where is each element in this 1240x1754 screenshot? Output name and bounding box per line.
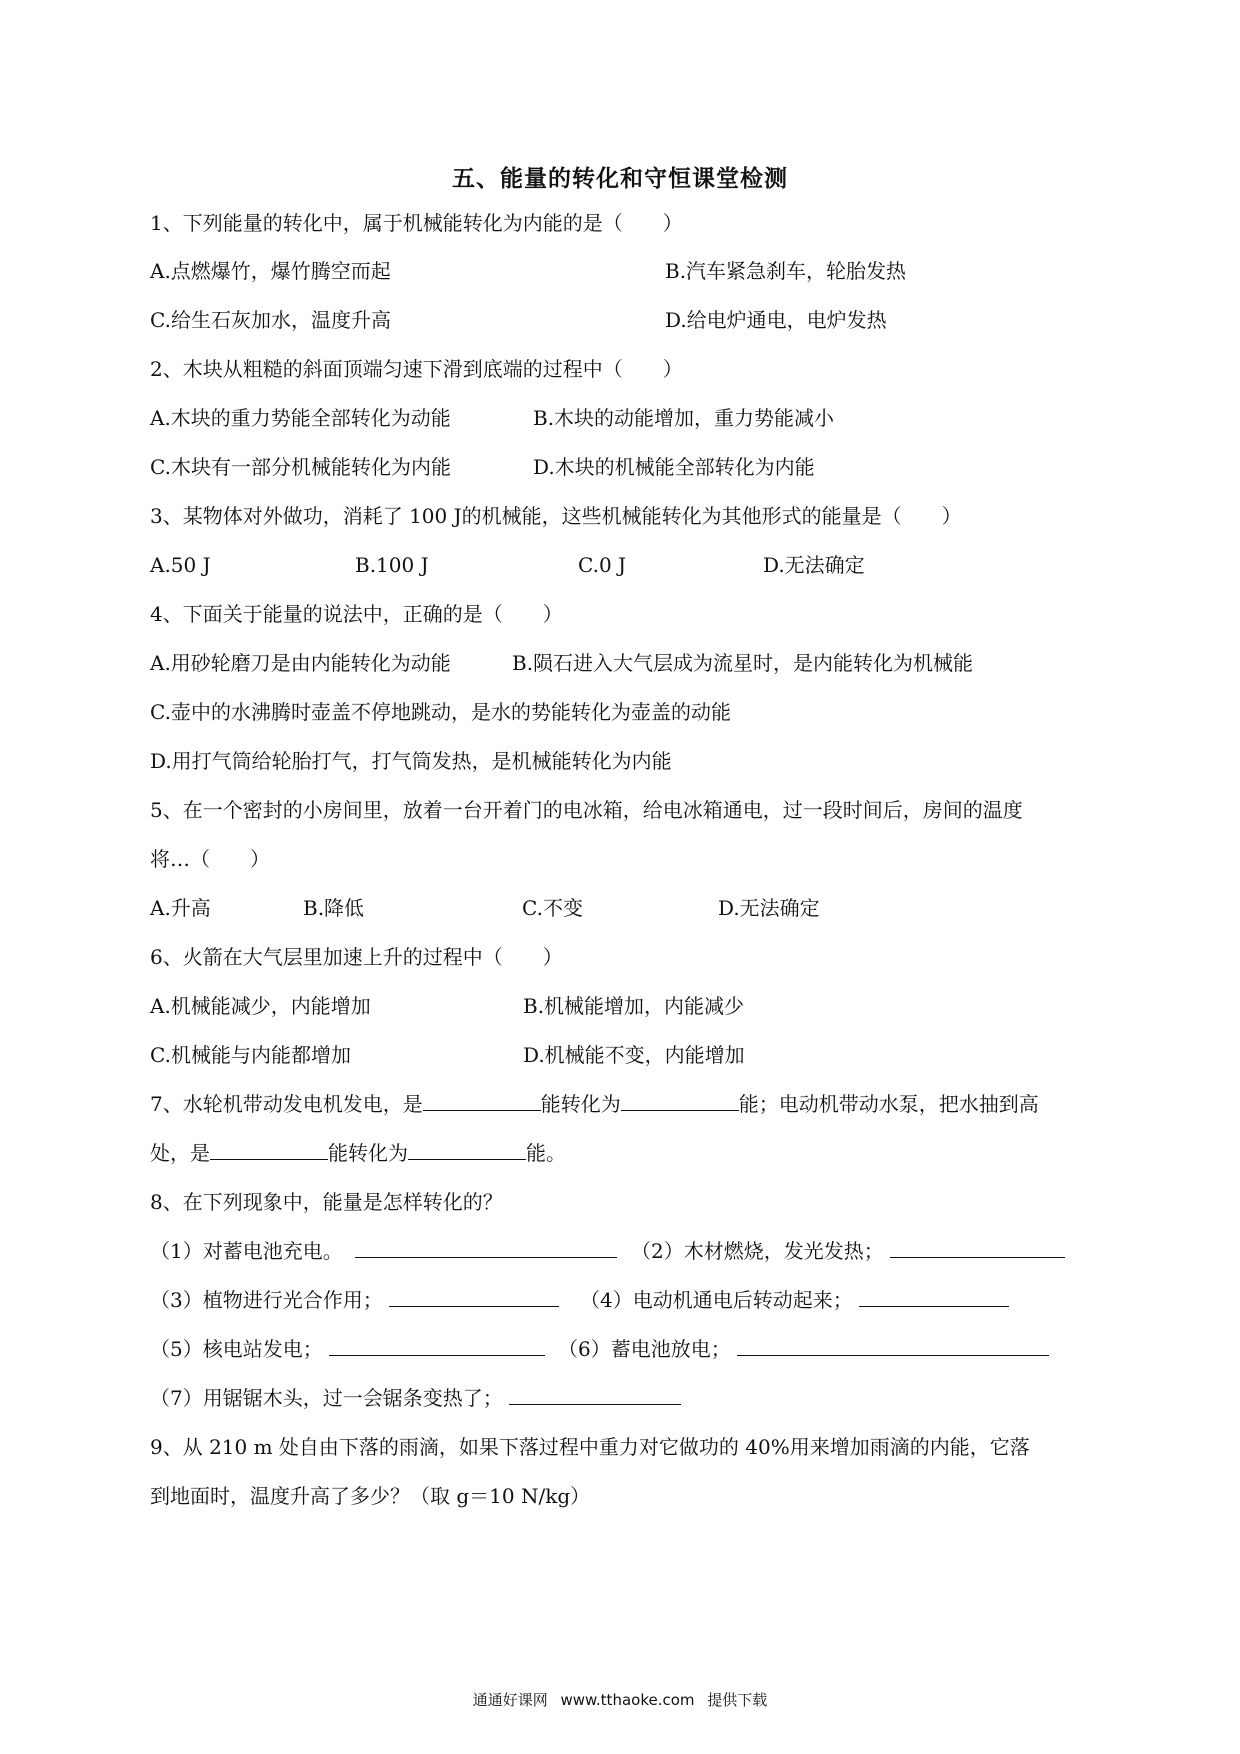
q5-stem-line1: 5、在一个密封的小房间里，放着一台开着门的电冰箱，给电冰箱通电，过一段时间后，房间的温度	[150, 798, 1023, 822]
q5-option-b: B.降低	[303, 896, 365, 920]
q7-text-2: 能转化为	[540, 1092, 621, 1116]
q8-item-2-text: （2）木材燃烧，发光发热；	[631, 1239, 884, 1263]
q8-item-4	[580, 1288, 1009, 1312]
q7-blank-2[interactable]	[621, 1092, 739, 1111]
q5-option-a: A.升高	[150, 896, 211, 920]
q4-stem: 4、下面关于能量的说法中，正确的是（ ）	[150, 602, 563, 626]
q8-item-4-blank[interactable]	[859, 1288, 1009, 1307]
q8-stem: 8、在下列现象中，能量是怎样转化的？	[150, 1190, 503, 1214]
q8-item-7-text: （7）用锯锯木头，过一会锯条变热了；	[150, 1386, 503, 1410]
q8-item-3	[150, 1288, 559, 1312]
q5-stem-line2: 将…（ ）	[150, 847, 270, 871]
q1-option-d: D.给电炉通电，电炉发热	[665, 308, 887, 332]
page-footer	[0, 1689, 1240, 1710]
q4-option-d: D.用打气筒给轮胎打气，打气筒发热，是机械能转化为内能	[150, 749, 672, 773]
q8-item-6-text: （6）蓄电池放电；	[558, 1337, 731, 1361]
footer-url[interactable]: www.tthaoke.com	[560, 1691, 695, 1709]
q2-option-c: C.木块有一部分机械能转化为内能	[150, 455, 451, 479]
q8-item-1-text: （1）对蓄电池充电。	[150, 1239, 343, 1263]
q7-blank-1[interactable]	[423, 1092, 541, 1111]
q8-item-1	[150, 1239, 617, 1263]
q6-option-d: D.机械能不变，内能增加	[523, 1043, 745, 1067]
q8-item-1-blank[interactable]	[355, 1239, 617, 1258]
q7-text-5: 能转化为	[328, 1141, 408, 1165]
q6-option-b: B.机械能增加，内能减少	[523, 994, 745, 1018]
q2-option-a: A.木块的重力势能全部转化为动能	[150, 406, 451, 430]
q8-item-6	[558, 1337, 1049, 1361]
page-title: 五、能量的转化和守恒课堂检测	[452, 166, 788, 192]
q8-item-5-text: （5）核电站发电；	[150, 1337, 323, 1361]
q5-option-c: C.不变	[522, 896, 583, 920]
q4-option-a: A.用砂轮磨刀是由内能转化为动能	[150, 651, 451, 675]
q9-line2: 到地面时，温度升高了多少？（取 g＝10 N/kg）	[150, 1484, 591, 1508]
q3-stem: 3、某物体对外做功，消耗了 100 J的机械能，这些机械能转化为其他形式的能量是（ ）	[150, 504, 962, 528]
footer-note: 提供下载	[707, 1691, 768, 1709]
q4-option-b: B.陨石进入大气层成为流星时，是内能转化为机械能	[512, 651, 974, 675]
q8-item-7	[150, 1386, 681, 1410]
q8-item-2-blank[interactable]	[890, 1239, 1065, 1258]
q8-item-5-blank[interactable]	[329, 1337, 545, 1356]
q9-line1: 9、从 210 m 处自由下落的雨滴，如果下落过程中重力对它做功的 40%用来增加雨滴的内能，它落	[150, 1435, 1030, 1459]
q1-option-c: C.给生石灰加水，温度升高	[150, 308, 391, 332]
q8-item-5	[150, 1337, 545, 1361]
q7-text-3: 能；电动机带动水泵，把水抽到高	[738, 1092, 1039, 1116]
q5-option-d: D.无法确定	[718, 896, 820, 920]
q1-option-b: B.汽车紧急刹车，轮胎发热	[665, 259, 907, 283]
q8-item-3-text: （3）植物进行光合作用；	[150, 1288, 383, 1312]
q8-item-3-blank[interactable]	[389, 1288, 559, 1307]
q7-blank-4[interactable]	[408, 1141, 526, 1160]
q3-option-b: B.100 J	[355, 553, 429, 577]
q8-item-4-text: （4）电动机通电后转动起来；	[580, 1288, 853, 1312]
q4-option-c: C.壶中的水沸腾时壶盖不停地跳动，是水的势能转化为壶盖的动能	[150, 700, 731, 724]
q8-item-7-blank[interactable]	[509, 1386, 681, 1405]
q6-stem: 6、火箭在大气层里加速上升的过程中（ ）	[150, 945, 563, 969]
q1-option-a: A.点燃爆竹，爆竹腾空而起	[150, 259, 391, 283]
q7-line2	[150, 1141, 566, 1165]
q6-option-a: A.机械能减少，内能增加	[150, 994, 371, 1018]
q7-text-6: 能。	[526, 1141, 566, 1165]
footer-site-name: 通通好课网	[472, 1691, 548, 1709]
q7-text-4: 处，是	[150, 1141, 210, 1165]
q6-option-c: C.机械能与内能都增加	[150, 1043, 351, 1067]
q8-item-6-blank[interactable]	[737, 1337, 1049, 1356]
q1-stem: 1、下列能量的转化中，属于机械能转化为内能的是（ ）	[150, 211, 683, 235]
q7-text-1: 7、水轮机带动发电机发电，是	[150, 1092, 423, 1116]
q8-item-2	[631, 1239, 1065, 1263]
q3-option-c: C.0 J	[578, 553, 627, 577]
q2-stem: 2、木块从粗糙的斜面顶端匀速下滑到底端的过程中（ ）	[150, 357, 683, 381]
q2-option-b: B.木块的动能增加，重力势能减小	[533, 406, 835, 430]
q7-line1	[150, 1092, 1039, 1116]
q3-option-a: A.50 J	[150, 553, 211, 577]
q7-blank-3[interactable]	[210, 1141, 328, 1160]
q3-option-d: D.无法确定	[763, 553, 865, 577]
q2-option-d: D.木块的机械能全部转化为内能	[533, 455, 815, 479]
